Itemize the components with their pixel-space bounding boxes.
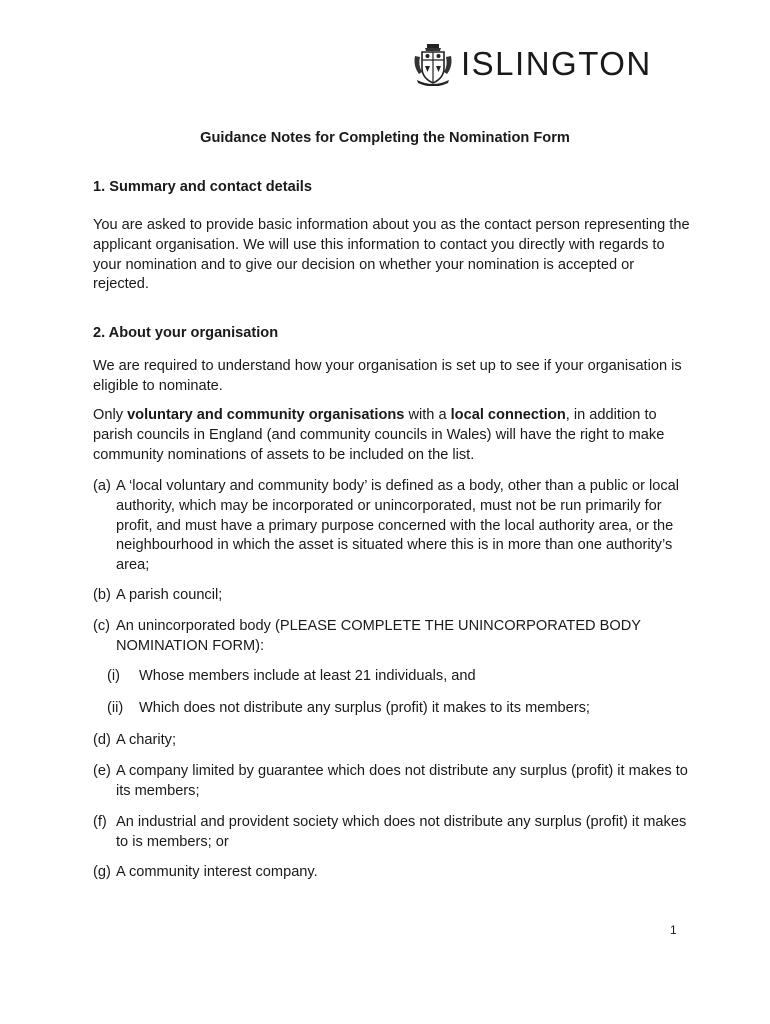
paragraph2-mid: with a [404, 407, 451, 423]
islington-logo [413, 42, 652, 86]
list-item-text: An industrial and provident society which does not distribute any surplus (profit) it makes to is members; or [116, 814, 687, 850]
section1-heading: 1. Summary and contact details [93, 179, 312, 195]
section2-paragraph1: We are required to understand how your organisation is set up to see if your organisation is eligible to nominate. [93, 358, 682, 394]
list-marker: (i) [107, 668, 120, 684]
list-item-text: Whose members include at least 21 individuals, and [139, 668, 476, 684]
list-item-text: A charity; [116, 732, 177, 748]
list-marker: (d) [93, 732, 111, 748]
list-item-text: A parish council; [116, 587, 223, 603]
section2-heading: 2. About your organisation [93, 325, 279, 341]
document-title: Guidance Notes for Completing the Nomination Form [200, 130, 570, 146]
list-marker: (ii) [107, 700, 124, 716]
list-marker: (a) [93, 478, 111, 494]
section1-paragraph: You are asked to provide basic information about you as the contact person representing the applicant organisation. We will use this information to contact you directly with regards to your nomination and to give our decision on whether your nomination is accepted or rejected. [93, 217, 690, 293]
page-number: 1 [670, 923, 677, 937]
local-connection-bold: local connection [450, 407, 566, 423]
list-marker: (g) [93, 864, 111, 880]
list-item-text: A ‘local voluntary and community body’ is defined as a body, other than a public or local authority, which may be incorporated or unincorporated, must not be run primarily for profit, and must have a primary purpose concerned with the local authority area, or the neighbourhood in which the asset is situated where this is in more than one authority’s area; [116, 478, 679, 574]
paragraph2-post: , in addition to parish councils in England (and community councils in Wales) will have the right to make community nominations of assets to be included on the list. [93, 407, 665, 463]
logo-wordmark: ISLINGTON [461, 45, 652, 82]
list-item-text: A company limited by guarantee which does not distribute any surplus (profit) it makes to its members; [116, 763, 688, 799]
voluntary-community-bold: voluntary and community organisations [127, 407, 405, 423]
list-marker: (c) [93, 618, 111, 634]
coat-of-arms-icon [413, 42, 453, 86]
list-marker: (b) [93, 587, 111, 603]
list-item-text: Which does not distribute any surplus (profit) it makes to its members; [139, 700, 590, 716]
list-marker: (f) [93, 814, 107, 830]
list-item-text: An unincorporated body (PLEASE COMPLETE THE UNINCORPORATED BODY NOMINATION FORM): [116, 618, 641, 654]
paragraph2-pre: Only [93, 407, 128, 423]
list-item-text: A community interest company. [116, 864, 318, 880]
section2-paragraph2 [93, 406, 693, 465]
list-marker: (e) [93, 763, 111, 779]
